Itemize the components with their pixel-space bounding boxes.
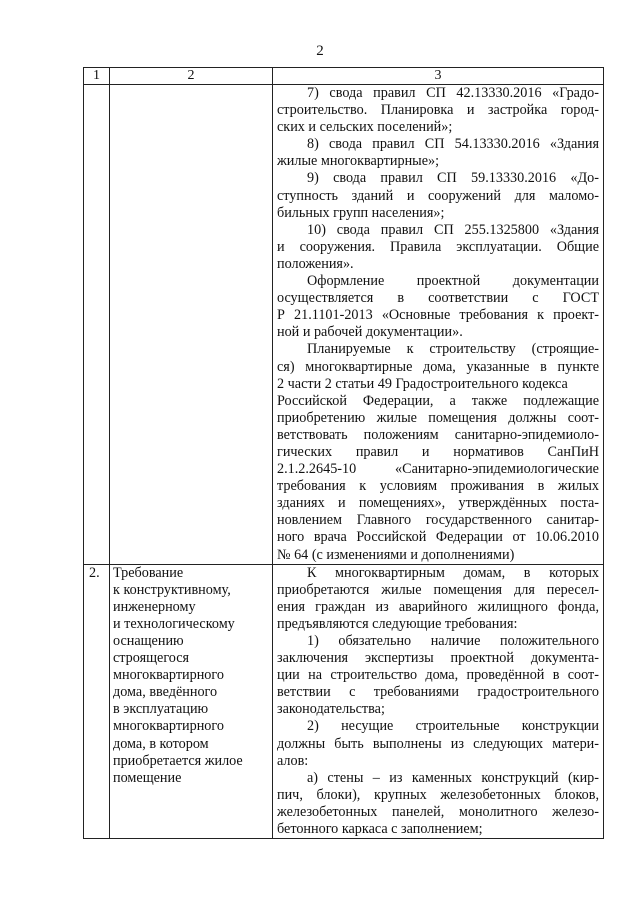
text-line: ной и рабочей документации». — [277, 324, 463, 341]
requirement-line: многоквартирного — [113, 718, 224, 735]
text-line: строительство. Планировка и застройка город- — [277, 102, 599, 119]
text-line: Оформление проектной документации — [307, 273, 599, 290]
requirement-line: к конструктивному, — [113, 581, 231, 598]
row-1-requirement-cell — [110, 85, 273, 565]
row-2-text-cell — [273, 564, 604, 839]
text-line: требования к условиям проживания в жилых — [277, 478, 599, 495]
requirement-line: Требование — [113, 564, 184, 581]
text-line: 2 части 2 статьи 49 Градостроительного кодекса — [277, 375, 568, 392]
requirement-title — [113, 565, 268, 787]
requirement-line: в эксплуатацию — [113, 701, 209, 718]
table-row — [84, 564, 604, 839]
text-line: железобетонных панелей, монолитного железо- — [277, 803, 599, 820]
text-line: положения». — [277, 255, 354, 272]
row-2-requirement-cell — [110, 564, 273, 839]
row-2-number-cell — [84, 564, 110, 839]
text-line: ских и сельских поселений»; — [277, 119, 453, 136]
requirement-line: инженерному — [113, 598, 196, 615]
text-line: 10) свода правил СП 255.1325800 «Здания — [307, 221, 599, 238]
column-header-1: 1 — [84, 68, 110, 85]
text-line: приобретаются жилые помещения для пересел- — [277, 581, 599, 598]
text-line: ции на строительство дома, проведённой в соот- — [277, 667, 599, 684]
row-1-text — [277, 85, 599, 564]
requirement-line: многоквартирного — [113, 667, 224, 684]
requirement-line: и технологическому — [113, 615, 235, 632]
row-1-text-cell — [273, 85, 604, 565]
page-number: 2 — [316, 43, 324, 59]
text-line: и сооружения. Правила эксплуатации. Общие — [277, 238, 599, 255]
requirement-line: оснащению — [113, 633, 184, 649]
text-line: Р 21.1101-2013 «Основные требования к проект- — [277, 307, 599, 324]
requirement-line: дома, в котором — [113, 735, 209, 752]
text-line: пич, блоки), крупных железобетонных блоков, — [277, 786, 599, 803]
text-line: Планируемые к строительству (строящие- — [307, 341, 599, 358]
text-line: ся) многоквартирные дома, указанные в пункте — [277, 358, 599, 375]
text-line: Российской Федерации, а также подлежащие — [277, 392, 599, 409]
text-line: новлением Главного государственного санитар- — [277, 512, 599, 529]
text-line: гических правил и нормативов СанПиН — [277, 443, 599, 460]
text-line: должны быть выполнены из следующих матери- — [277, 735, 599, 752]
text-line: приобретению жилые помещения должны соот- — [277, 409, 599, 426]
column-header-3: 3 — [273, 68, 604, 85]
requirement-line: строящегося — [113, 650, 190, 667]
text-line: бетонного каркаса с заполнением; — [277, 821, 483, 838]
requirements-table — [83, 67, 604, 839]
requirement-line: дома, введённого — [113, 684, 218, 701]
text-line: ступность зданий и сооружений для маломо- — [277, 187, 599, 204]
text-line: 7) свода правил СП 42.13330.2016 «Градо- — [307, 85, 599, 101]
text-line: ного врача Российской Федерации от 10.06.2010 — [277, 529, 599, 546]
text-line: предъявляются следующие требования: — [277, 615, 518, 632]
text-line: осуществляется в соответствии с ГОСТ — [277, 290, 599, 307]
text-line: ветствии с требованиями градостроительного — [277, 684, 599, 701]
row-number: 2. — [89, 564, 100, 581]
text-line: № 64 (с изменениями и дополнениями) — [277, 546, 515, 563]
text-line: ветствовать положениям санитарно-эпидемиоло- — [277, 426, 599, 443]
text-line: законодательства; — [277, 701, 385, 718]
requirement-line: приобретается жилое — [113, 752, 243, 769]
text-line: 1) обязательно наличие положительного — [307, 633, 599, 649]
text-line: а) стены – из каменных конструкций (кир- — [307, 769, 599, 786]
table-header-row — [84, 68, 604, 85]
row-2-text — [277, 565, 599, 839]
column-header-2: 2 — [110, 68, 273, 85]
text-line: заключения экспертизы проектной документа- — [277, 650, 599, 667]
text-line: К многоквартирным домам, в которых — [307, 564, 599, 581]
text-line: жилые многоквартирные»; — [277, 153, 440, 170]
text-line: алов: — [277, 752, 309, 769]
text-line: 9) свода правил СП 59.13330.2016 «До- — [307, 170, 599, 187]
text-line: 8) свода правил СП 54.13330.2016 «Здания — [307, 136, 599, 153]
text-line: бильных групп населения»; — [277, 204, 445, 221]
text-line: зданиях и помещениях», утверждённых поста- — [277, 495, 599, 512]
text-line: 2.1.2.2645-10 «Санитарно-эпидемиологические — [277, 461, 599, 478]
table-row — [84, 85, 604, 565]
row-1-number-cell — [84, 85, 110, 565]
requirement-line: помещение — [113, 769, 182, 786]
text-line: 2) несущие строительные конструкции — [307, 718, 599, 735]
text-line: ения граждан из аварийного жилищного фонда, — [277, 598, 599, 615]
